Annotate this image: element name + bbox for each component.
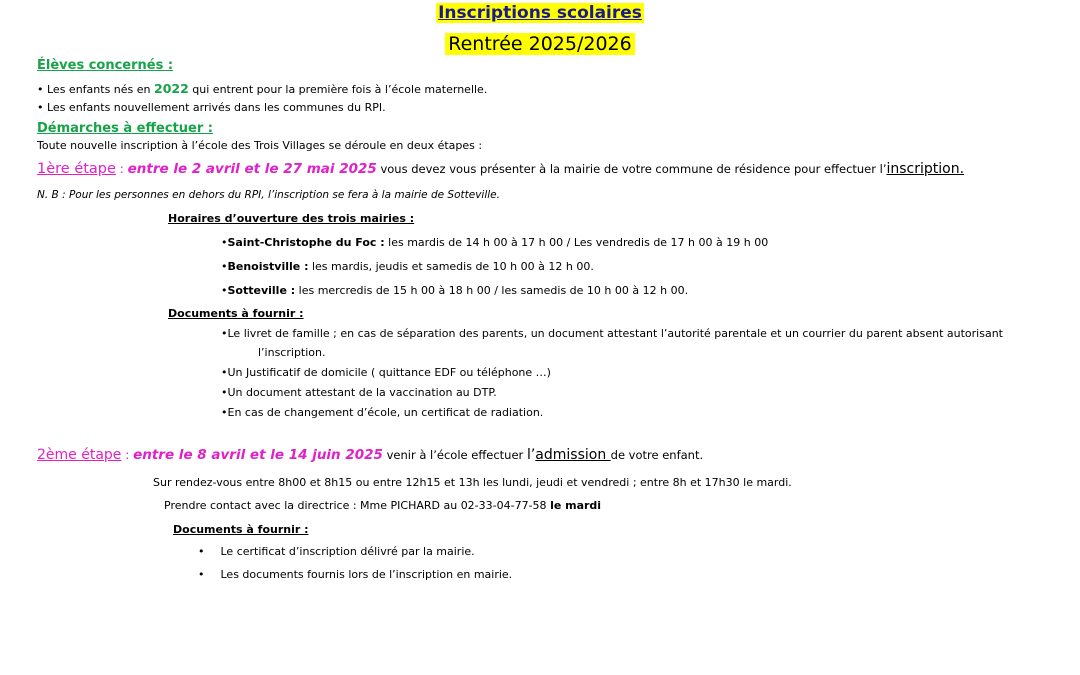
documents1-item-1: • Le livret de famille ; en cas de séparation des parents, un document attestant l’autorité parentale et un courrier du parent absent autorisant (221, 327, 1003, 340)
horaires-town-3: Sotteville : (227, 284, 296, 297)
horaires-heading: Horaires d’ouverture des trois mairies : (168, 212, 415, 225)
documents2-item-2 (198, 568, 512, 581)
eleves-bullet-2: • Les enfants nouvellement arrivés dans les communes du RPI. (37, 101, 386, 114)
etape2-contact-bold: le mardi (550, 499, 602, 512)
etape1-label: 1ère étape (37, 161, 116, 177)
etape2-lapos: l’ (526, 447, 536, 463)
bullet-icon: • (198, 545, 205, 558)
horaires-town-2: Benoistville : (227, 260, 309, 273)
demarches-heading: Démarches à effectuer : (37, 121, 213, 136)
horaires-item-2 (221, 260, 594, 273)
etape2-rdv: Sur rendez-vous entre 8h00 et 8h15 ou entre 12h15 et 13h les lundi, jeudi et vendredi ; entre 8h et 17h30 le mardi. (153, 476, 792, 489)
horaires-hours-1: les mardis de 14 h 00 à 17 h 00 / Les vendredis de 17 h 00 à 19 h 00 (384, 236, 769, 249)
page-title: Inscriptions scolaires (438, 3, 642, 23)
documents1-heading: Documents à fournir : (168, 307, 304, 320)
page-subtitle: Rentrée 2025/2026 (445, 33, 634, 55)
etape2-contact (164, 499, 601, 512)
etape2-keyword: admission (535, 447, 611, 463)
horaires-town-1: Saint-Christophe du Foc : (227, 236, 385, 249)
etape2-label: 2ème étape (37, 447, 122, 463)
etape2-text-post: de votre enfant. (610, 448, 704, 462)
documents2-heading: Documents à fournir : (173, 523, 309, 536)
horaires-item-3 (221, 284, 688, 297)
eleves-b1-year: 2022 (154, 81, 189, 96)
etape1-nb: N. B : Pour les personnes en dehors du RPI, l’inscription se fera à la mairie de Sotteville. (37, 189, 500, 201)
documents1-item-4: • En cas de changement d’école, un certificat de radiation. (221, 406, 543, 419)
horaires-hours-3: les mercredis de 15 h 00 à 18 h 00 / les samedis de 10 h 00 à 12 h 00. (295, 284, 689, 297)
eleves-bullet-1 (37, 81, 487, 96)
horaires-item-1 (221, 236, 768, 249)
eleves-heading: Élèves concernés : (37, 58, 174, 73)
eleves-b1-pre: Les enfants nés en (47, 83, 154, 96)
documents2-item-2-text: Les documents fournis lors de l’inscription en mairie. (220, 568, 513, 581)
subtitle-block (0, 33, 1080, 55)
etape1-dates: entre le 2 avril et le 27 mai 2025 (127, 161, 377, 177)
etape1-keyword: inscription. (886, 161, 965, 177)
documents1-item-2: • Un Justificatif de domicile ( quittance EDF ou téléphone …) (221, 366, 551, 379)
title-block (0, 3, 1080, 23)
bullet-icon: • (198, 568, 205, 581)
eleves-b1-post: qui entrent pour la première fois à l’école maternelle. (188, 83, 488, 96)
documents2-item-1-text: Le certificat d’inscription délivré par la mairie. (220, 545, 475, 558)
etape1-text: vous devez vous présenter à la mairie de votre commune de résidence pour effectuer l’ (376, 162, 887, 176)
horaires-hours-2: les mardis, jeudis et samedis de 10 h 00 à 12 h 00. (308, 260, 594, 273)
documents1-item-3: • Un document attestant de la vaccination au DTP. (221, 386, 497, 399)
etape2-colon: : (121, 448, 134, 462)
etape2-dates: entre le 8 avril et le 14 juin 2025 (133, 447, 383, 463)
etape2-text-pre: venir à l’école effectuer (382, 448, 527, 462)
etape1-colon: : (115, 162, 128, 176)
etape2-contact-pre: Prendre contact avec la directrice : Mme PICHARD au 02-33-04-77-58 (164, 499, 551, 512)
etape1-line (37, 161, 964, 177)
documents2-item-1 (198, 545, 475, 558)
etape2-line (37, 447, 703, 463)
demarches-intro: Toute nouvelle inscription à l’école des Trois Villages se déroule en deux étapes : (37, 139, 483, 152)
documents1-item-1-cont: l’inscription. (258, 346, 326, 359)
